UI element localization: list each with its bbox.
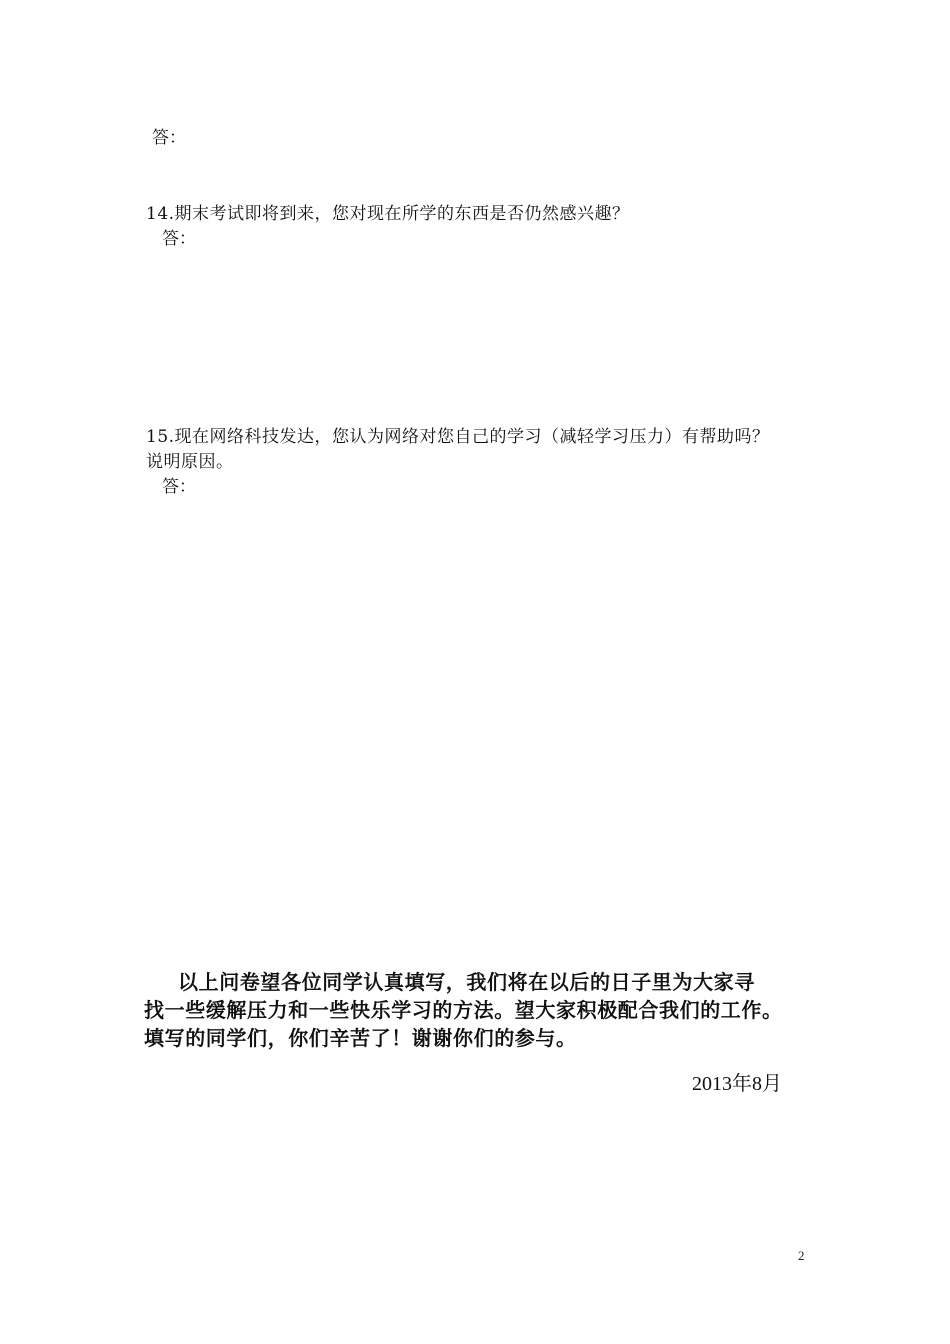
question-15-line-2: 说明原因。: [146, 452, 234, 472]
page-number: 2: [798, 1248, 805, 1263]
date-signature: 2013年8月: [692, 1073, 782, 1095]
answer-label-q15: 答：: [162, 477, 196, 497]
closing-paragraph: [144, 968, 834, 1052]
closing-line-1: 以上问卷望各位同学认真填写，我们将在以后的日子里为大家寻: [178, 970, 755, 994]
question-15-line-1: 15.现在网络科技发达，您认为网络对您自己的学习（减轻学习压力）有帮助吗？: [146, 427, 770, 447]
closing-line-3: 填写的同学们，你们辛苦了！谢谢你们的参与。: [144, 1026, 577, 1050]
question-14: 14.期末考试即将到来，您对现在所学的东西是否仍然感兴趣？: [146, 204, 630, 224]
closing-line-2: 找一些缓解压力和一些快乐学习的方法。望大家积极配合我们的工作。: [144, 998, 783, 1022]
answer-label-q13: 答：: [152, 128, 186, 148]
answer-label-q14: 答：: [162, 229, 196, 249]
